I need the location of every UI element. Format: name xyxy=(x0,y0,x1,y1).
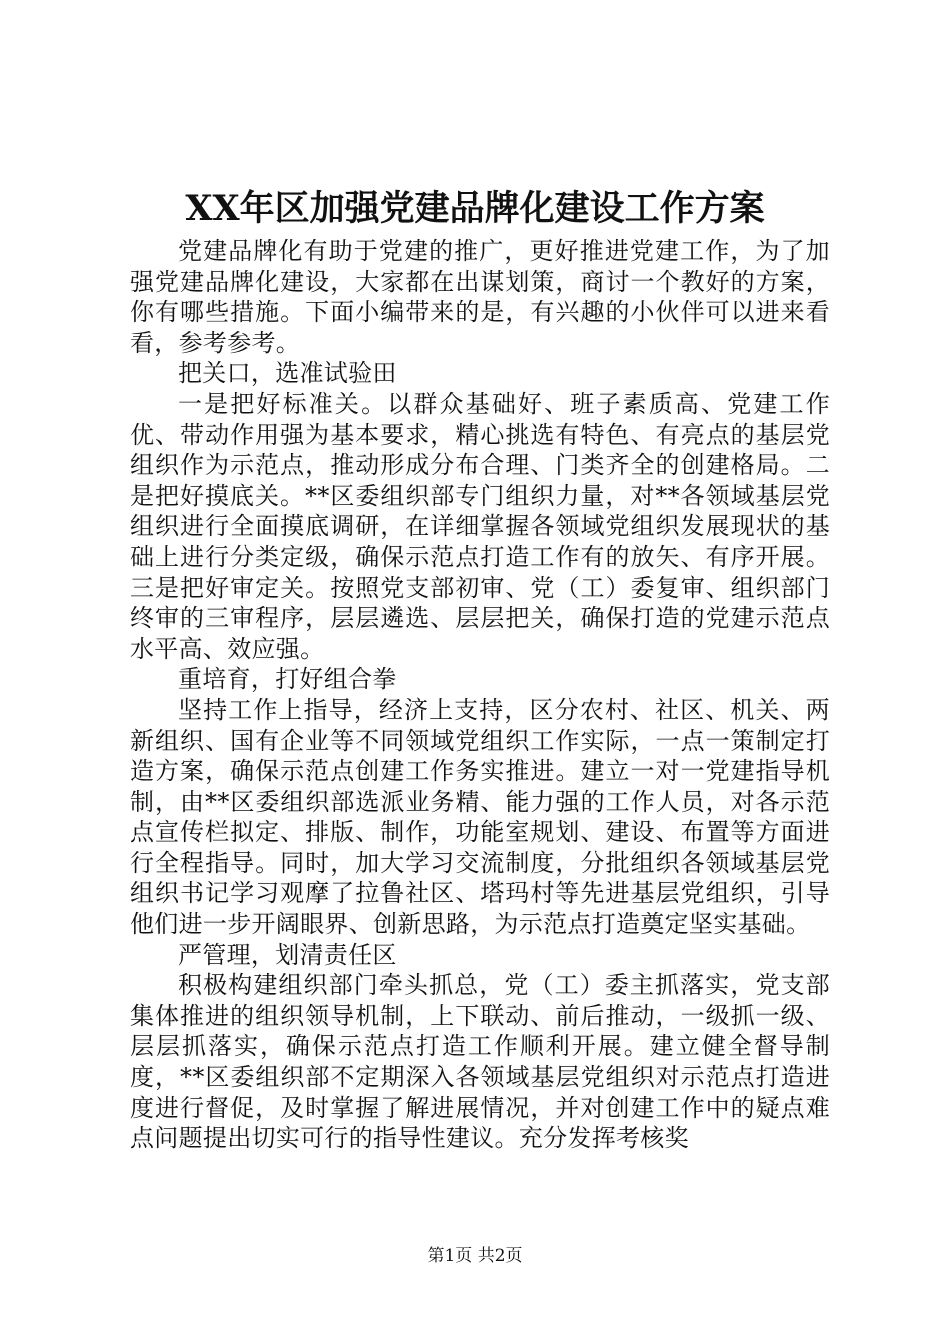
paragraph-intro: 党建品牌化有助于党建的推广，更好推进党建工作，为了加强党建品牌化建设，大家都在出谋划策，商讨一个教好的方案，你有哪些措施。下面小编带来的是，有兴趣的小伙伴可以进来看看，参考参考。 xyxy=(130,237,830,357)
paragraph-section-1: 一是把好标准关。以群众基础好、班子素质高、党建工作优、带动作用强为基本要求，精心挑选有特色、有亮点的基层党组织作为示范点，推动形成分布合理、门类齐全的创建格局。二是把好摸底关。**区委组织部专门组织力量，对**各领域基层党组织进行全面摸底调研，在详细掌握各领域党组织发展现状的基础上进行分类定级，确保示范点打造工作有的放矢、有序开展。三是把好审定关。按照党支部初审、党（工）委复审、组织部门终审的三审程序，层层遴选、层层把关，确保打造的党建示范点水平高、效应强。 xyxy=(130,389,830,663)
section-heading-2: 重培育，打好组合拳 xyxy=(178,665,397,694)
page-number-footer: 第1页 共2页 xyxy=(427,1246,523,1266)
paragraph-section-2: 坚持工作上指导，经济上支持，区分农村、社区、机关、两新组织、国有企业等不同领域党组织工作实际，一点一策制定打造方案，确保示范点创建工作务实推进。建立一对一党建指导机制，由**区委组织部选派业务精、能力强的工作人员，对各示范点宣传栏拟定、排版、制作，功能室规划、建设、布置等方面进行全程指导。同时，加大学习交流制度，分批组织各领域基层党组织书记学习观摩了拉鲁社区、塔玛村等先进基层党组织，引导他们进一步开阔眼界、创新思路，为示范点打造奠定坚实基础。 xyxy=(130,695,830,939)
paragraph-section-3: 积极构建组织部门牵头抓总，党（工）委主抓落实，党支部集体推进的组织领导机制，上下联动、前后推动，一级抓一级、层层抓落实，确保示范点打造工作顺利开展。建立健全督导制度，**区委组织部不定期深入各领域基层党组织对示范点打造进度进行督促，及时掌握了解进展情况，并对创建工作中的疑点难点问题提出切实可行的指导性建议。充分发挥考核奖 xyxy=(130,971,830,1153)
section-heading-1: 把关口，选准试验田 xyxy=(178,359,397,388)
section-heading-3: 严管理，划清责任区 xyxy=(178,940,397,969)
document-body xyxy=(130,236,830,1154)
document-title: XX年区加强党建品牌化建设工作方案 xyxy=(185,188,765,229)
